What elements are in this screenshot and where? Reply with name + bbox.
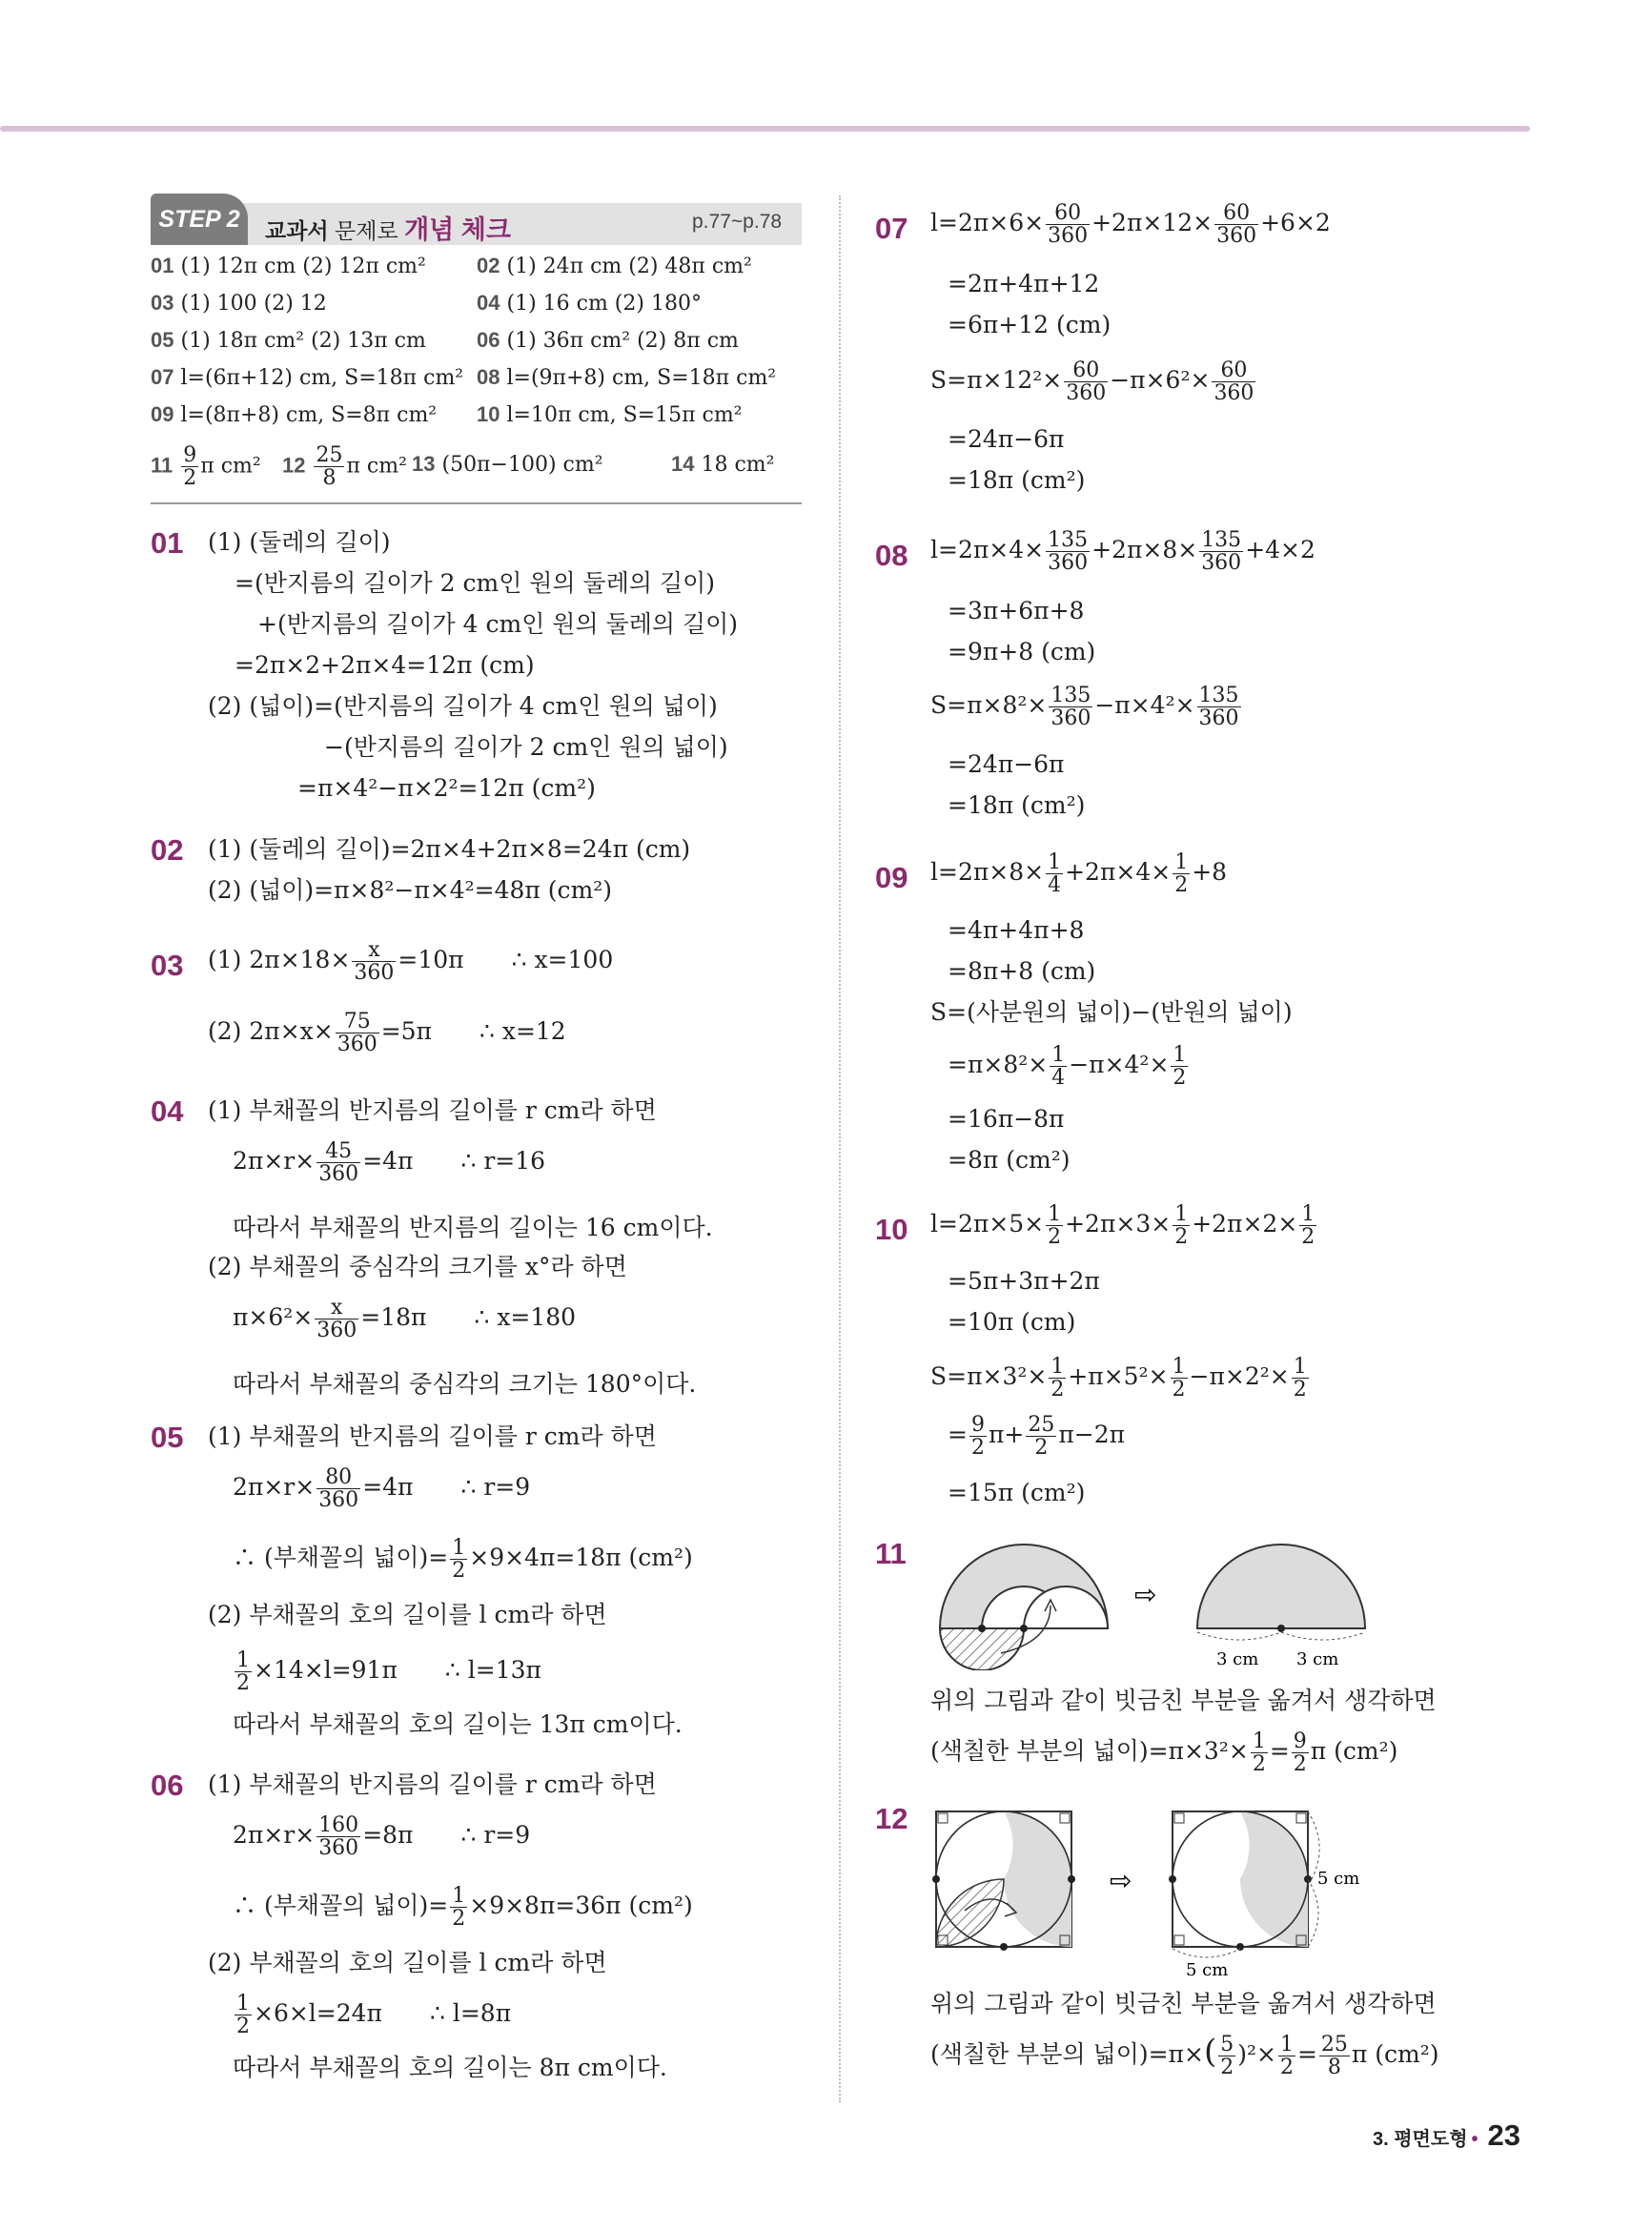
answer-item: 06 (1) 36π cm² (2) 8π cm	[477, 328, 739, 353]
header-title	[265, 209, 511, 246]
equation-line: ∴ (부채꼴의 넓이)= $\frac{1}{2}$ ×9×4π=18π (cm²)	[233, 1536, 693, 1584]
answer-item: 14 18 cm²	[671, 452, 775, 477]
figure-11-before	[940, 1545, 1108, 1670]
problem-number: 07	[875, 212, 908, 245]
header-page-range: p.77~p.78	[692, 211, 783, 233]
dimension-label: 5 cm	[1186, 1960, 1229, 1980]
equation-line: (2) 2π×x× $\frac{75}{360}$ =5π ∴ x=12	[208, 1010, 566, 1057]
solution-line: 위의 그림과 같이 빗금친 부분을 옮겨서 생각하면	[930, 1990, 1437, 2017]
equation-line: 2π×r× $\frac{160}{360}$ =8π ∴ r=9	[233, 1813, 531, 1861]
problem-number: 04	[151, 1095, 184, 1128]
top-decorative-rule	[0, 126, 1530, 132]
dimension-label: 5 cm	[1317, 1869, 1360, 1889]
column-divider	[839, 195, 841, 2102]
solution-line: =24π−6π	[948, 425, 1065, 453]
solution-line: =2π+4π+12	[948, 270, 1100, 297]
equation-line: S=π×8²× $\frac{135}{360}$ −π×4²× $\frac{135}{360}$	[930, 684, 1239, 731]
solution-line: =24π−6π	[948, 750, 1065, 778]
solution-line: (2) 부채꼴의 호의 길이를 l cm라 하면	[208, 1601, 607, 1628]
bullet-dot-icon: •	[1471, 2129, 1479, 2150]
solution-line: (1) 부채꼴의 반지름의 길이를 r cm라 하면	[208, 1422, 657, 1450]
equation-line: l=2π×4× $\frac{135}{360}$ +2π×8× $\frac{135}{360}$ +4×2	[930, 528, 1315, 576]
equation-line: $\frac{1}{2}$ ×6×l=24π ∴ l=8π	[236, 1992, 512, 2039]
solution-line: =15π (cm²)	[948, 1479, 1086, 1506]
solution-line: =8π+8 (cm)	[948, 957, 1096, 985]
problem-number: 02	[151, 833, 184, 867]
problem-number: 08	[875, 539, 908, 572]
answer-item: 13 (50π−100) cm²	[412, 452, 603, 477]
solution-line: =π×4²−π×2²=12π (cm²)	[297, 774, 596, 802]
problem-number: 11	[875, 1537, 907, 1570]
equation-line: π×6²× $\frac{x}{360}$ =18π ∴ x=180	[233, 1296, 577, 1343]
equation-line: (1) 2π×18× $\frac{x}{360}$ =10π ∴ x=100	[208, 938, 614, 986]
solution-line: (1) 부채꼴의 반지름의 길이를 r cm라 하면	[208, 1770, 657, 1798]
equation-line: l=2π×8× $\frac{1}{4}$ +2π×4× $\frac{1}{2}$ +8	[930, 850, 1228, 898]
step-badge: STEP 2	[151, 194, 248, 245]
answer-item: 08 l=(9π+8) cm, S=18π cm²	[477, 365, 777, 390]
equation-line: l=2π×5× $\frac{1}{2}$ +2π×3× $\frac{1}{2}$ +2π×2× $\frac{1}{2}$	[930, 1202, 1315, 1250]
solution-line: =18π (cm²)	[948, 791, 1086, 819]
solution-line: (2) 부채꼴의 중심각의 크기를 x°라 하면	[208, 1253, 627, 1280]
page-footer	[1373, 2118, 1520, 2153]
equation-line: l=2π×6× $\frac{60}{360}$ +2π×12× $\frac{60}{360}$ +6×2	[930, 201, 1331, 249]
figure-11	[927, 1537, 1384, 1670]
solution-line: =6π+12 (cm)	[948, 311, 1112, 338]
solution-line: (1) 부채꼴의 반지름의 길이를 r cm라 하면	[208, 1096, 657, 1124]
answer-item: 12 $\frac{25}{8}$ π cm²	[282, 443, 407, 491]
equation-line: (색칠한 부분의 넓이)=π×( $\frac{5}{2}$ )²× $\frac{1}{2}$ = $\frac{25}{8}$ π (cm²)	[930, 2033, 1439, 2080]
equation-line: =π×8²× $\frac{1}{4}$ −π×4²× $\frac{1}{2}$	[948, 1043, 1187, 1091]
solution-line: (2) (넓이)=π×8²−π×4²=48π (cm²)	[208, 876, 613, 904]
problem-number: 12	[875, 1802, 908, 1835]
solution-line: 따라서 부채꼴의 반지름의 길이는 16 cm이다.	[233, 1214, 713, 1241]
figure-12-after	[1169, 1811, 1359, 1980]
answer-item: 07 l=(6π+12) cm, S=18π cm²	[151, 365, 464, 390]
solution-line: 따라서 부채꼴의 호의 길이는 8π cm이다.	[233, 2054, 667, 2081]
title-textbook: 교과서	[265, 218, 329, 243]
figure-11-after	[1197, 1545, 1365, 1669]
answer-item: 05 (1) 18π cm² (2) 13π cm	[151, 328, 426, 353]
answer-item: 10 l=10π cm, S=15π cm²	[477, 402, 743, 427]
problem-number: 05	[151, 1421, 184, 1454]
solution-line: =(반지름의 길이가 2 cm인 원의 둘레의 길이)	[235, 569, 715, 597]
answer-item: 02 (1) 24π cm (2) 48π cm²	[477, 254, 752, 278]
solution-line: −(반지름의 길이가 2 cm인 원의 넓이)	[324, 733, 728, 761]
solution-line: (2) (넓이)=(반지름의 길이가 4 cm인 원의 넓이)	[208, 692, 718, 720]
title-concept: 개념 체크	[404, 215, 511, 244]
chapter-label: 3. 평면도형	[1373, 2129, 1468, 2150]
solution-line: S=(사분원의 넓이)−(반원의 넓이)	[930, 998, 1293, 1026]
equation-line: ∴ (부채꼴의 넓이)= $\frac{1}{2}$ ×9×8π=36π (cm²)	[233, 1884, 693, 1932]
problem-number: 10	[875, 1213, 908, 1246]
solution-line: =18π (cm²)	[948, 466, 1086, 494]
answer-item: 11 $\frac{9}{2}$ π cm²	[151, 443, 261, 491]
solution-line: =3π+6π+8	[948, 597, 1085, 624]
dimension-label: 3 cm	[1296, 1649, 1339, 1669]
equation-line: (색칠한 부분의 넓이)=π×3²× $\frac{1}{2}$ = $\frac{9}{2}$ π (cm²)	[930, 1729, 1398, 1777]
solution-line: (1) (둘레의 길이)	[208, 528, 391, 556]
solution-line: =9π+8 (cm)	[948, 638, 1096, 665]
problem-number: 01	[151, 526, 184, 560]
solution-line: 위의 그림과 같이 빗금친 부분을 옮겨서 생각하면	[930, 1687, 1437, 1714]
answer-item: 01 (1) 12π cm (2) 12π cm²	[151, 254, 426, 278]
figure-12	[927, 1804, 1394, 1985]
solution-line: =10π (cm)	[948, 1308, 1076, 1336]
solution-line: =8π (cm²)	[948, 1146, 1071, 1174]
title-mid: 문제로	[328, 218, 405, 243]
equation-line: 2π×r× $\frac{45}{360}$ =4π ∴ r=16	[233, 1139, 546, 1187]
answer-item: 04 (1) 16 cm (2) 180°	[477, 291, 702, 316]
page-number: 23	[1487, 2118, 1521, 2152]
solution-line: =5π+3π+2π	[948, 1267, 1100, 1295]
answers-bottom-rule	[151, 502, 802, 504]
problem-number: 09	[875, 861, 908, 894]
problem-number: 06	[151, 1769, 184, 1802]
equation-line: = $\frac{9}{2}$ π+ $\frac{25}{2}$ π−2π	[948, 1413, 1126, 1461]
dimension-label: 3 cm	[1216, 1649, 1259, 1669]
right-arrow-icon: ⇨	[1110, 1865, 1132, 1896]
solution-line: =2π×2+2π×4=12π (cm)	[235, 651, 535, 679]
equation-line: 2π×r× $\frac{80}{360}$ =4π ∴ r=9	[233, 1465, 531, 1513]
solution-line: (1) (둘레의 길이)=2π×4+2π×8=24π (cm)	[208, 835, 691, 863]
right-arrow-icon: ⇨	[1134, 1579, 1157, 1610]
solution-line: (2) 부채꼴의 호의 길이를 l cm라 하면	[208, 1949, 607, 1976]
answer-item: 09 l=(8π+8) cm, S=8π cm²	[151, 402, 438, 427]
solution-line: =4π+4π+8	[948, 916, 1085, 944]
equation-line: S=π×12²× $\frac{60}{360}$ −π×6²× $\frac{60}{360}$	[930, 358, 1254, 406]
equation-line: $\frac{1}{2}$ ×14×l=91π ∴ l=13π	[236, 1648, 541, 1696]
equation-line: S=π×3²× $\frac{1}{2}$ +π×5²× $\frac{1}{2}$ −π×2²× $\frac{1}{2}$	[930, 1355, 1307, 1402]
figure-12-before	[932, 1811, 1075, 1951]
solution-line: =16π−8π	[948, 1105, 1065, 1133]
solution-line: 따라서 부채꼴의 호의 길이는 13π cm이다.	[233, 1710, 683, 1738]
solution-line: +(반지름의 길이가 4 cm인 원의 둘레의 길이)	[257, 610, 738, 638]
solution-line: 따라서 부채꼴의 중심각의 크기는 180°이다.	[233, 1370, 697, 1398]
answer-item: 03 (1) 100 (2) 12	[151, 291, 327, 316]
problem-number: 03	[151, 949, 184, 982]
